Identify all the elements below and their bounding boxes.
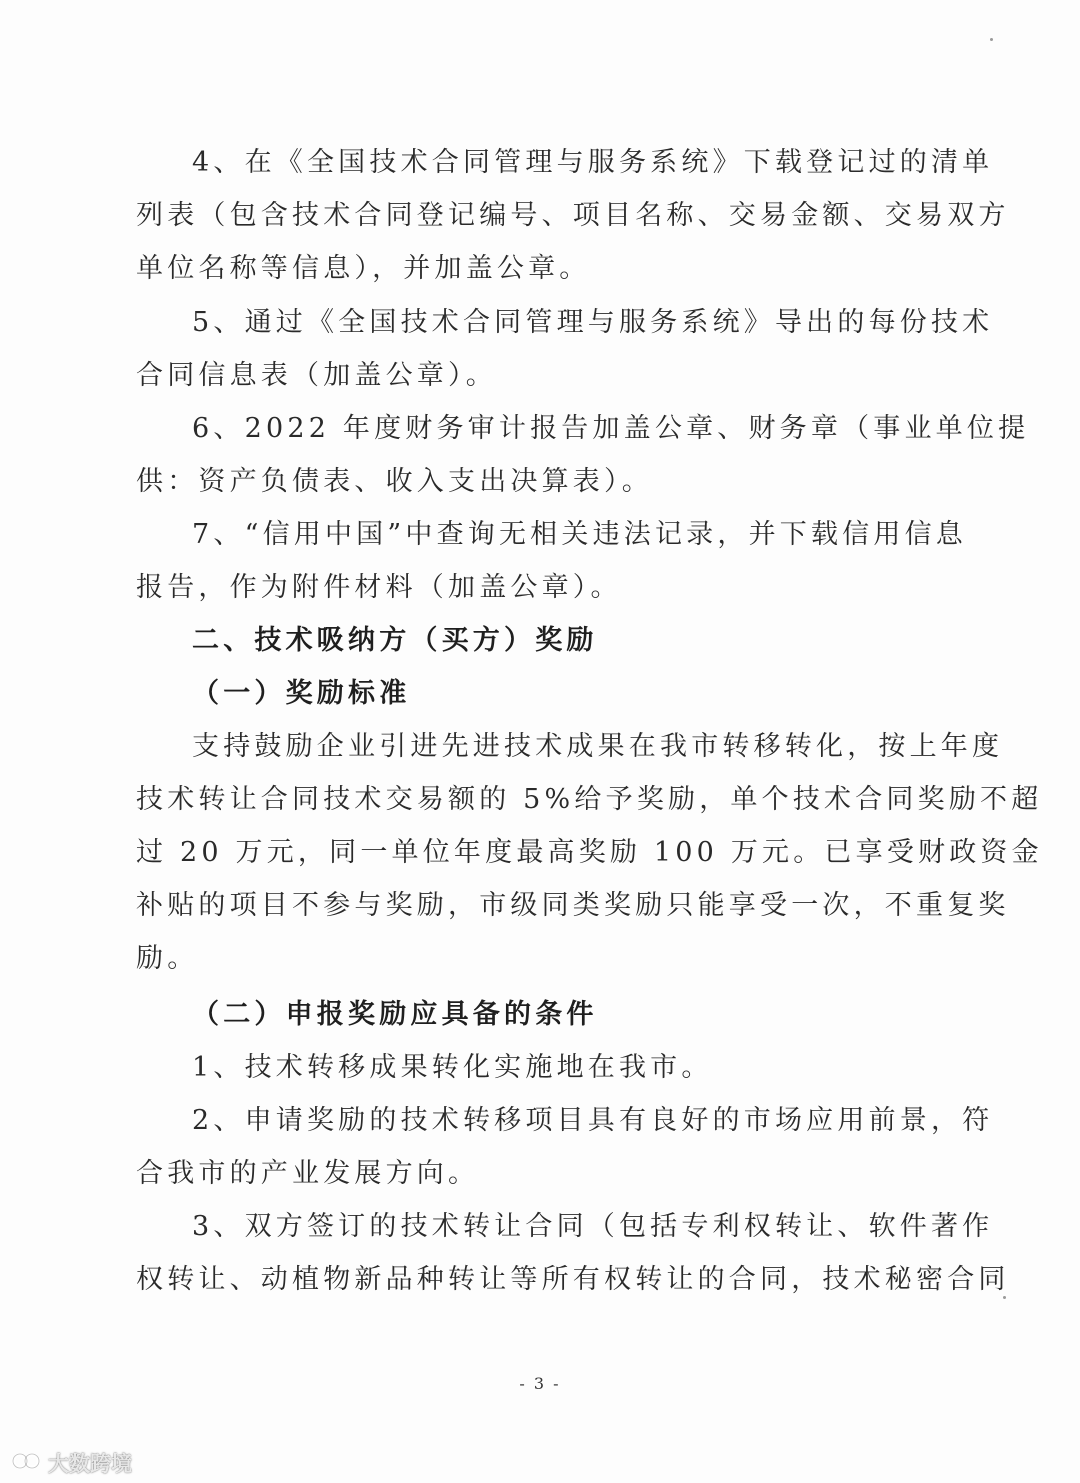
paragraph-line: 2、申请奖励的技术转移项目具有良好的市场应用前景，符: [192, 1105, 994, 1136]
paragraph-line: 4、在《全国技术合同管理与服务系统》下载登记过的清单: [192, 147, 994, 178]
paragraph-line: 供：资产负债表、收入支出决算表）。: [136, 466, 653, 497]
page-number: - 3 -: [519, 1374, 561, 1393]
watermark: [12, 1448, 132, 1478]
paragraph-line: 报告，作为附件材料（加盖公章）。: [136, 572, 622, 603]
paragraph-line: 列表（包含技术合同登记编号、项目名称、交易金额、交易双方: [136, 200, 1010, 231]
paragraph-line: 7、“信用中国”中查询无相关违法记录，并下载信用信息: [192, 519, 967, 550]
section-heading: 二、技术吸纳方（买方）奖励: [192, 625, 598, 656]
logo-icon: [12, 1450, 42, 1477]
paragraph-line: 1、技术转移成果转化实施地在我市。: [192, 1052, 713, 1083]
paragraph-line: 6、2022 年度财务审计报告加盖公章、财务章（事业单位提: [192, 413, 1030, 444]
paragraph-line: 技术转让合同技术交易额的 5%给予奖励，单个技术合同奖励不超: [136, 784, 1043, 815]
watermark-text: 大数跨境: [48, 1452, 132, 1476]
paragraph-line: 3、双方签订的技术转让合同（包括专利权转让、软件著作: [192, 1211, 994, 1242]
paragraph-line: 支持鼓励企业引进先进技术成果在我市转移转化，按上年度: [192, 731, 1004, 762]
paragraph-line: 5、通过《全国技术合同管理与服务系统》导出的每份技术: [192, 307, 994, 338]
paragraph-line: 单位名称等信息），并加盖公章。: [136, 253, 591, 284]
scan-speck: [1003, 1296, 1006, 1299]
paragraph-line: 合同信息表（加盖公章）。: [136, 360, 497, 391]
subsection-heading: （一）奖励标准: [192, 678, 411, 709]
scan-speck: [990, 38, 993, 41]
subsection-heading: （二）申报奖励应具备的条件: [192, 999, 598, 1030]
paragraph-line: 补贴的项目不参与奖励，市级同类奖励只能享受一次，不重复奖: [136, 890, 1010, 921]
paragraph-line: 励。: [136, 943, 199, 974]
paragraph-line: 权转让、动植物新品种转让等所有权转让的合同，技术秘密合同: [136, 1264, 1010, 1295]
paragraph-line: 合我市的产业发展方向。: [136, 1158, 480, 1189]
paragraph-line: 过 20 万元，同一单位年度最高奖励 100 万元。已享受财政资金: [136, 837, 1043, 868]
